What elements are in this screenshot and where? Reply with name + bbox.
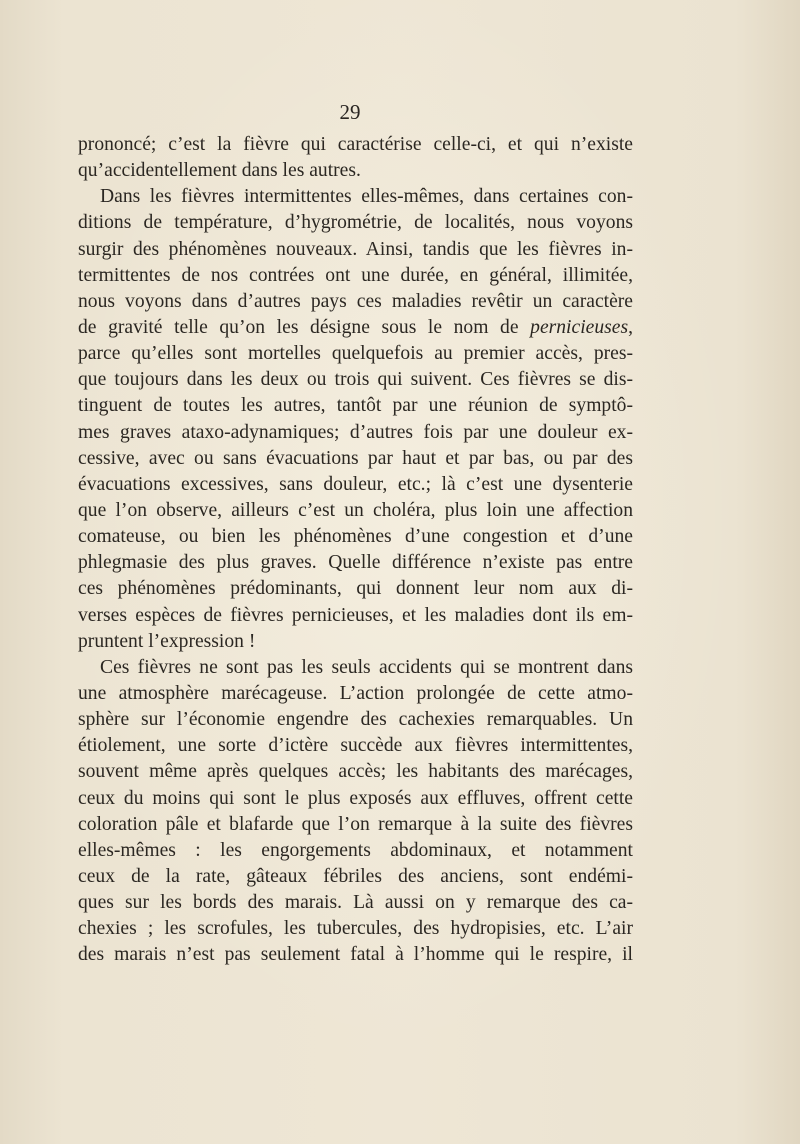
- text-run: ,: [628, 316, 633, 338]
- text-line: sphère sur l’économie engendre des cachexies remarquables. Un: [78, 709, 633, 731]
- text-line: une atmosphère marécageuse. L’action prolongée de cette atmo-: [78, 682, 633, 704]
- text-line: ditions de température, d’hygrométrie, de localités, nous voyons: [78, 212, 633, 234]
- text-line: comateuse, ou bien les phénomènes d’une congestion et d’une: [78, 526, 633, 548]
- text-line: parce qu’elles sont mortelles quelquefois au premier accès, pres-: [78, 343, 633, 365]
- text-line: Ces fièvres ne sont pas les seuls accidents qui se montrent dans: [100, 656, 633, 678]
- text-line: des marais n’est pas seulement fatal à l’homme qui le respire, il: [78, 944, 633, 966]
- text-line: ceux du moins qui sont le plus exposés aux effluves, offrent cette: [78, 787, 633, 809]
- text-line: que l’on observe, ailleurs c’est un choléra, plus loin une affection: [78, 499, 633, 521]
- text-line: Dans les fièvres intermittentes elles-mêmes, dans certaines con-: [100, 186, 633, 208]
- text-line: pruntent l’expression !: [78, 630, 256, 652]
- page-number: 29: [339, 100, 361, 124]
- body-text: [78, 132, 633, 969]
- text-line: que toujours dans les deux ou trois qui suivent. Ces fièvres se dis-: [78, 369, 633, 391]
- text-line: phlegmasie des plus graves. Quelle différence n’existe pas entre: [78, 552, 633, 574]
- text-line: souvent même après quelques accès; les habitants des marécages,: [78, 761, 633, 783]
- text-line: ques sur les bords des marais. Là aussi on y remarque des ca-: [78, 892, 633, 914]
- text-line: coloration pâle et blafarde que l’on remarque à la suite des fièvres: [78, 813, 633, 835]
- text-line: prononcé; c’est la fièvre qui caractérise celle-ci, et qui n’existe: [78, 134, 633, 155]
- italic-term: pernicieuses: [530, 316, 629, 338]
- text-line: nous voyons dans d’autres pays ces maladies revêtir un caractère: [78, 290, 633, 312]
- text-line: qu’accidentellement dans les autres.: [78, 160, 361, 182]
- text-line: surgir des phénomènes nouveaux. Ainsi, tandis que les fièvres in-: [78, 238, 633, 260]
- text-line: elles-mêmes : les engorgements abdominaux, et notamment: [78, 839, 633, 861]
- text-run: de gravité telle qu’on les désigne sous le nom de: [78, 316, 531, 338]
- text-line: étiolement, une sorte d’ictère succède aux fièvres intermittentes,: [78, 735, 633, 757]
- text-line: termittentes de nos contrées ont une durée, en général, illimitée,: [78, 264, 633, 286]
- text-line: chexies ; les scrofules, les tubercules, des hydropisies, etc. L’air: [78, 918, 633, 940]
- text-line: [78, 315, 633, 341]
- text-line: tinguent de toutes les autres, tantôt par une réunion de symptô-: [78, 395, 633, 417]
- text-line: cessive, avec ou sans évacuations par haut et par bas, ou par des: [78, 447, 633, 469]
- text-line: verses espèces de fièvres pernicieuses, et les maladies dont ils em-: [78, 604, 633, 626]
- text-line: ces phénomènes prédominants, qui donnent leur nom aux di-: [78, 578, 633, 600]
- text-line: ceux de la rate, gâteaux fébriles des anciens, sont endémi-: [78, 865, 633, 887]
- text-line: évacuations excessives, sans douleur, etc.; là c’est une dysenterie: [78, 473, 633, 495]
- text-line: mes graves ataxo-adynamiques; d’autres fois par une douleur ex-: [78, 421, 633, 443]
